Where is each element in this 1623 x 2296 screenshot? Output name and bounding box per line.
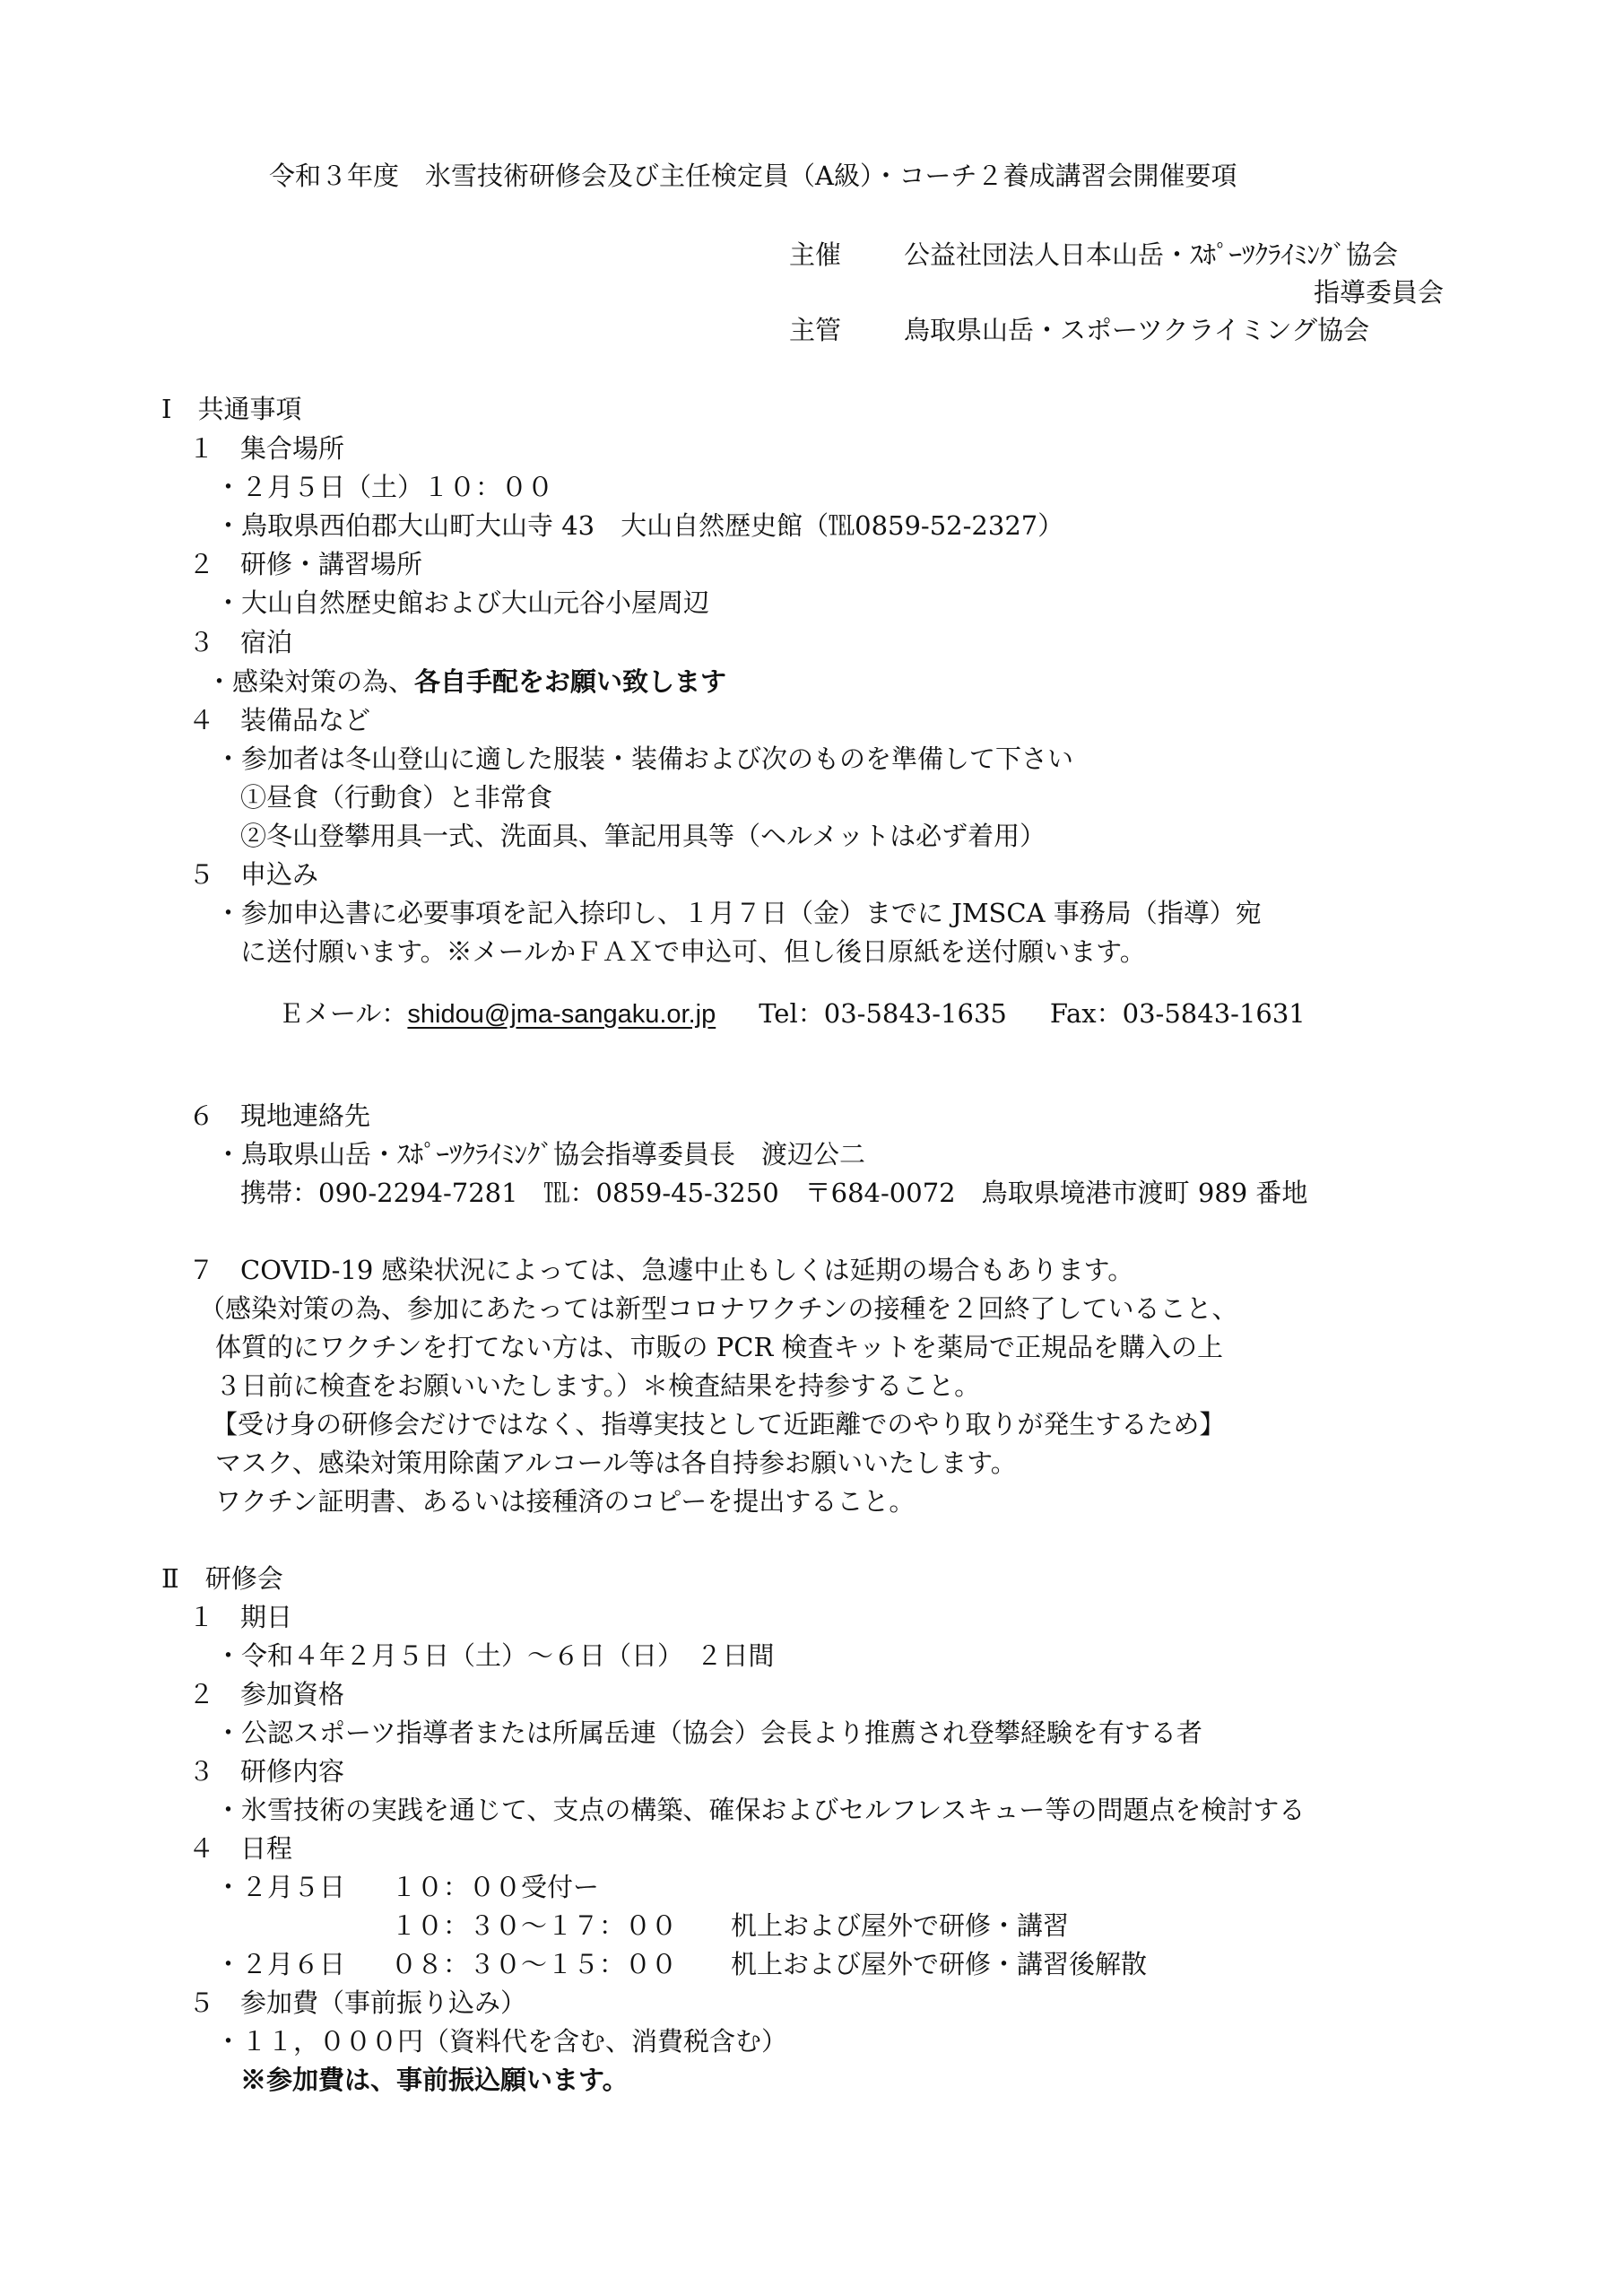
manager-name: 鳥取県山岳・スポーツクライミング協会	[904, 315, 1370, 345]
tel-number: Tel：03-5843-1635	[759, 998, 1007, 1029]
s1-item7-line3: 体質的にワクチンを打てない方は、市販の PCR 検査キットを薬局で正規品を購入の上	[215, 1332, 1223, 1362]
s1-item5-line1: ・参加申込書に必要事項を記入捺印し、１月７日（金）までに JMSCA 事務局（指導）宛	[215, 898, 1262, 928]
s1-item7-line4: ３日前に検査をお願いいたします。）＊検査結果を持参すること。	[215, 1370, 981, 1401]
contact-line	[278, 996, 1306, 1032]
email-link[interactable]: shidou@jma-sangaku.or.jp	[407, 1000, 716, 1029]
manager-label: 主管	[789, 315, 842, 345]
s2-item3-title: ３ 研修内容	[188, 1756, 345, 1787]
host-label: 主催	[789, 239, 842, 270]
section1-heading: Ⅰ 共通事項	[161, 394, 302, 424]
s2-item2-title: ２ 参加資格	[188, 1679, 345, 1709]
s2-item1-line1: ・令和４年２月５日（土）～６日（日） ２日間	[215, 1640, 775, 1671]
s1-item6-title: ６ 現地連絡先	[188, 1100, 371, 1131]
schedule-day1-activity: 机上および屋外で研修・講習	[731, 1910, 1070, 1941]
s2-item5-note: ※参加費は、事前振込願います。	[240, 2065, 629, 2095]
s2-item5-title: ５ 参加費（事前振り込み）	[188, 1987, 527, 2018]
s1-item4-line2: ①昼食（行動食）と非常食	[240, 782, 553, 813]
s1-item4-line3: ②冬山登攀用具一式、洗面具、筆記用具等（ヘルメットは必ず着用）	[240, 821, 1046, 851]
schedule-day1-time1: １０：００受付ー	[391, 1872, 600, 1902]
schedule-day2-date: ・２月６日	[215, 1949, 346, 1979]
s2-item2-line1: ・公認スポーツ指導者または所属岳連（協会）会長より推薦され登攀経験を有する者	[215, 1718, 1202, 1748]
s1-item2-line1: ・大山自然歴史館および大山元谷小屋周辺	[215, 587, 710, 618]
s1-item3-bold: 各自手配をお願い致します	[414, 666, 727, 697]
document-title: 令和３年度 氷雪技術研修会及び主任検定員（A級）・コーチ２養成講習会開催要項	[269, 161, 1237, 191]
s1-item4-title: ４ 装備品など	[188, 705, 371, 735]
s2-item5-line1: ・１１，０００円（資料代を含む、消費税含む）	[215, 2026, 788, 2057]
s2-item1-title: １ 期日	[188, 1602, 293, 1632]
s1-item4-line1: ・参加者は冬山登山に適した服装・装備および次のものを準備して下さい	[215, 744, 1074, 774]
host-dept: 指導委員会	[1313, 277, 1444, 308]
section2-heading: Ⅱ 研修会	[161, 1563, 283, 1594]
s2-item4-title: ４ 日程	[188, 1833, 293, 1864]
s1-item1-line2: ・鳥取県西伯郡大山町大山寺 43 大山自然歴史館（℡0859-52-2327）	[215, 510, 1064, 541]
host-name: 公益社団法人日本山岳・ｽﾎﾟｰﾂｸﾗｲﾐﾝｸﾞ協会	[904, 239, 1399, 270]
schedule-day1-date: ・２月５日	[215, 1872, 346, 1902]
schedule-day1-time2: １０：３０～１７：００	[391, 1910, 678, 1941]
s1-item5-title: ５ 申込み	[188, 859, 319, 890]
s1-item1-title: １ 集合場所	[188, 433, 345, 464]
schedule-day2-activity: 机上および屋外で研修・講習後解散	[731, 1949, 1148, 1979]
email-label: Ｅメール：	[278, 998, 408, 1029]
schedule-day2-time: ０８：３０～１５：００	[391, 1949, 678, 1979]
s1-item1-line1: ・２月５日（土）１０：００	[215, 472, 554, 502]
s1-item7-line1: ７ COVID-19 感染状況によっては、急遽中止もしくは延期の場合もあります。	[188, 1255, 1134, 1285]
fax-number: Fax：03-5843-1631	[1049, 998, 1306, 1029]
s1-item7-line5: 【受け身の研修会だけではなく、指導実技として近距離でのやり取りが発生するため】	[212, 1409, 1226, 1439]
s1-item3-prefix: ・感染対策の為、	[206, 666, 415, 697]
s1-item7-line6: マスク、感染対策用除菌アルコール等は各自持参お願いいたします。	[215, 1448, 1017, 1478]
s1-item5-line2: に送付願います。※メールかＦＡＸで申込可、但し後日原紙を送付願います。	[240, 936, 1146, 967]
s1-item2-title: ２ 研修・講習場所	[188, 549, 423, 579]
s1-item6-line2: 携帯：090-2294-7281 ℡：0859-45-3250 〒684-0072 鳥取県境港市渡町 989 番地	[240, 1178, 1308, 1208]
s1-item3-title: ３ 宿泊	[188, 627, 293, 657]
s1-item6-line1: ・鳥取県山岳・ｽﾎﾟｰﾂｸﾗｲﾐﾝｸﾞ協会指導委員長 渡辺公二	[215, 1139, 866, 1170]
s1-item7-line2: （感染対策の為、参加にあたっては新型コロナワクチンの接種を２回終了していること、	[199, 1293, 1238, 1324]
s1-item3-line1	[206, 664, 726, 700]
s2-item3-line1: ・氷雪技術の実践を通じて、支点の構築、確保およびセルフレスキュー等の問題点を検討する	[215, 1795, 1306, 1825]
s1-item7-line7: ワクチン証明書、あるいは接種済のコピーを提出すること。	[215, 1486, 916, 1517]
